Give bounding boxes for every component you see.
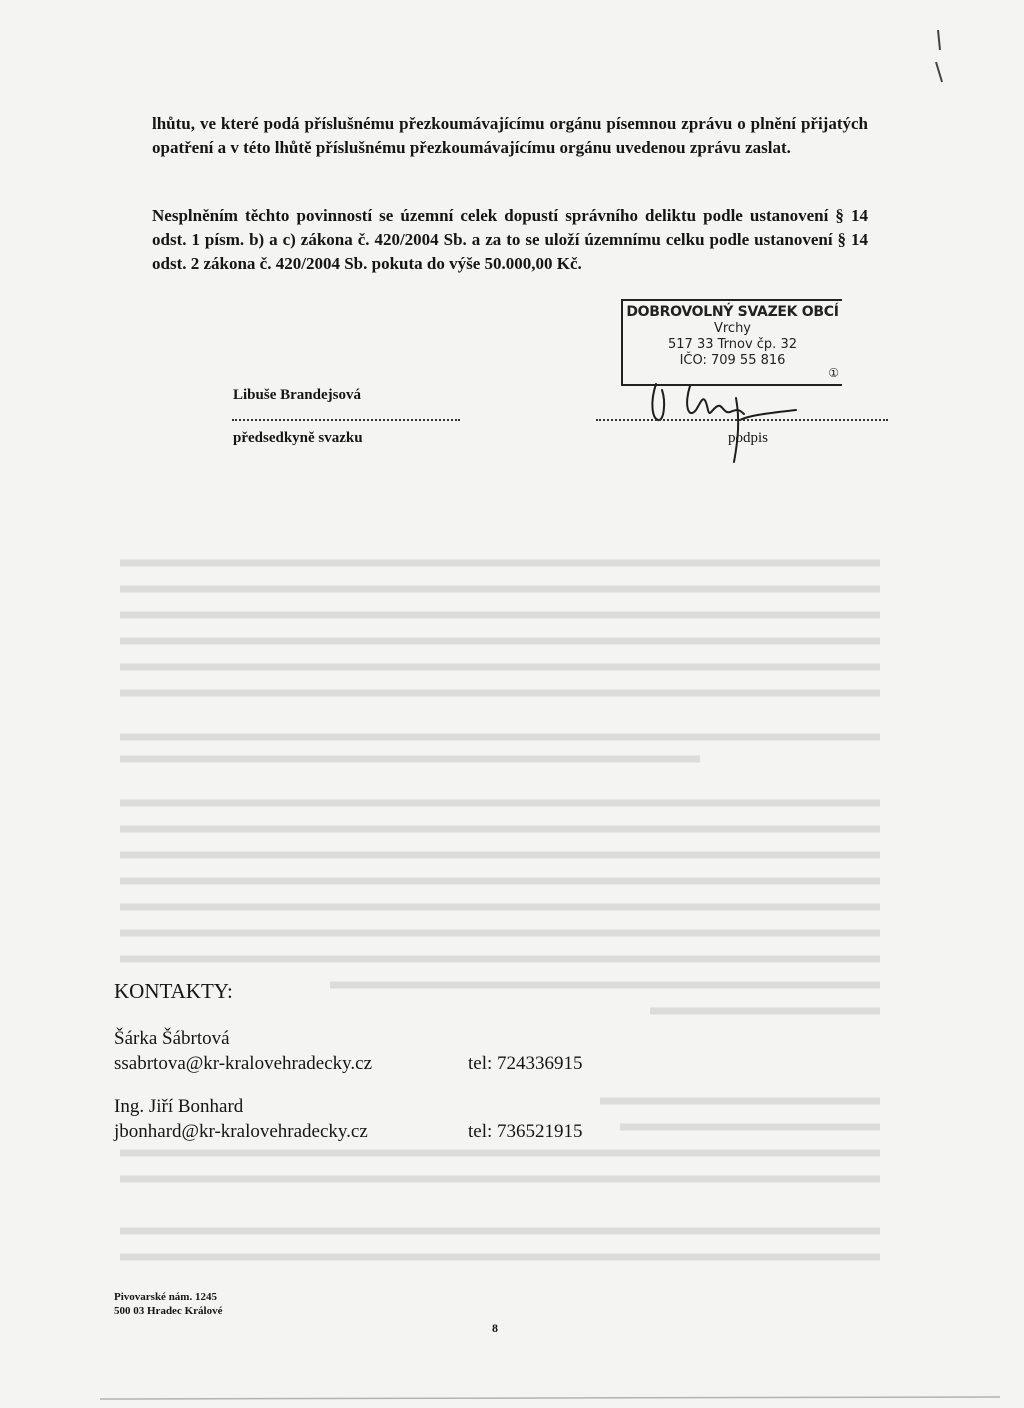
contact-2-phone: tel: 736521915 — [468, 1121, 583, 1142]
page-number: 8 — [492, 1321, 498, 1335]
contact-2-name: Ing. Jiří Bonhard — [114, 1096, 244, 1117]
contact-1-name: Šárka Šábrtová — [114, 1028, 230, 1049]
signature-line-left — [232, 419, 460, 421]
footer-address-line-1: Pivovarské nám. 1245 — [114, 1291, 217, 1303]
contacts-heading: KONTAKTY: — [114, 979, 233, 1003]
signature-label: podpis — [728, 430, 769, 446]
stamp-line-3: 517 33 Trnov čp. 32 — [668, 337, 797, 352]
stamp-line-1: DOBROVOLNÝ SVAZEK OBCÍ — [626, 304, 839, 320]
handwritten-signature — [648, 380, 798, 470]
stamp-line-2: Vrchy — [713, 321, 752, 336]
signatory-role: předsedkyně svazku — [233, 430, 363, 446]
footer-address-line-2: 500 03 Hradec Králové — [114, 1305, 223, 1317]
body-paragraph-2: Nesplněním těchto povinností se územní celek dopustí správního deliktu podle ustanovení § 14 odst. 1 písm. b) a c) zákona č. 420/2004 Sb. a za to se uloží územnímu celku podle ustanovení § 14 odst. 2 zákona č. 420/2004 Sb. pokuta do výše 50.000,00 Kč. — [152, 206, 868, 273]
contact-1-phone: tel: 724336915 — [468, 1053, 583, 1074]
body-paragraph-1: lhůtu, ve které podá příslušnému přezkoumávajícímu orgánu písemnou zprávu o plnění přijatých opatření a v této lhůtě příslušnému přezkoumávajícímu orgánu uvedenou zprávu zaslat. — [152, 114, 868, 157]
signature-line-right — [596, 419, 888, 421]
contact-1-email: ssabrtova@kr-kralovehradecky.cz — [114, 1053, 373, 1074]
stamp-number: ① — [828, 366, 839, 380]
organization-stamp — [621, 299, 842, 386]
contact-2-email: jbonhard@kr-kralovehradecky.cz — [114, 1121, 368, 1142]
signatory-name: Libuše Brandejsová — [233, 387, 361, 403]
stamp-line-4: IČO: 709 55 816 — [679, 353, 786, 368]
